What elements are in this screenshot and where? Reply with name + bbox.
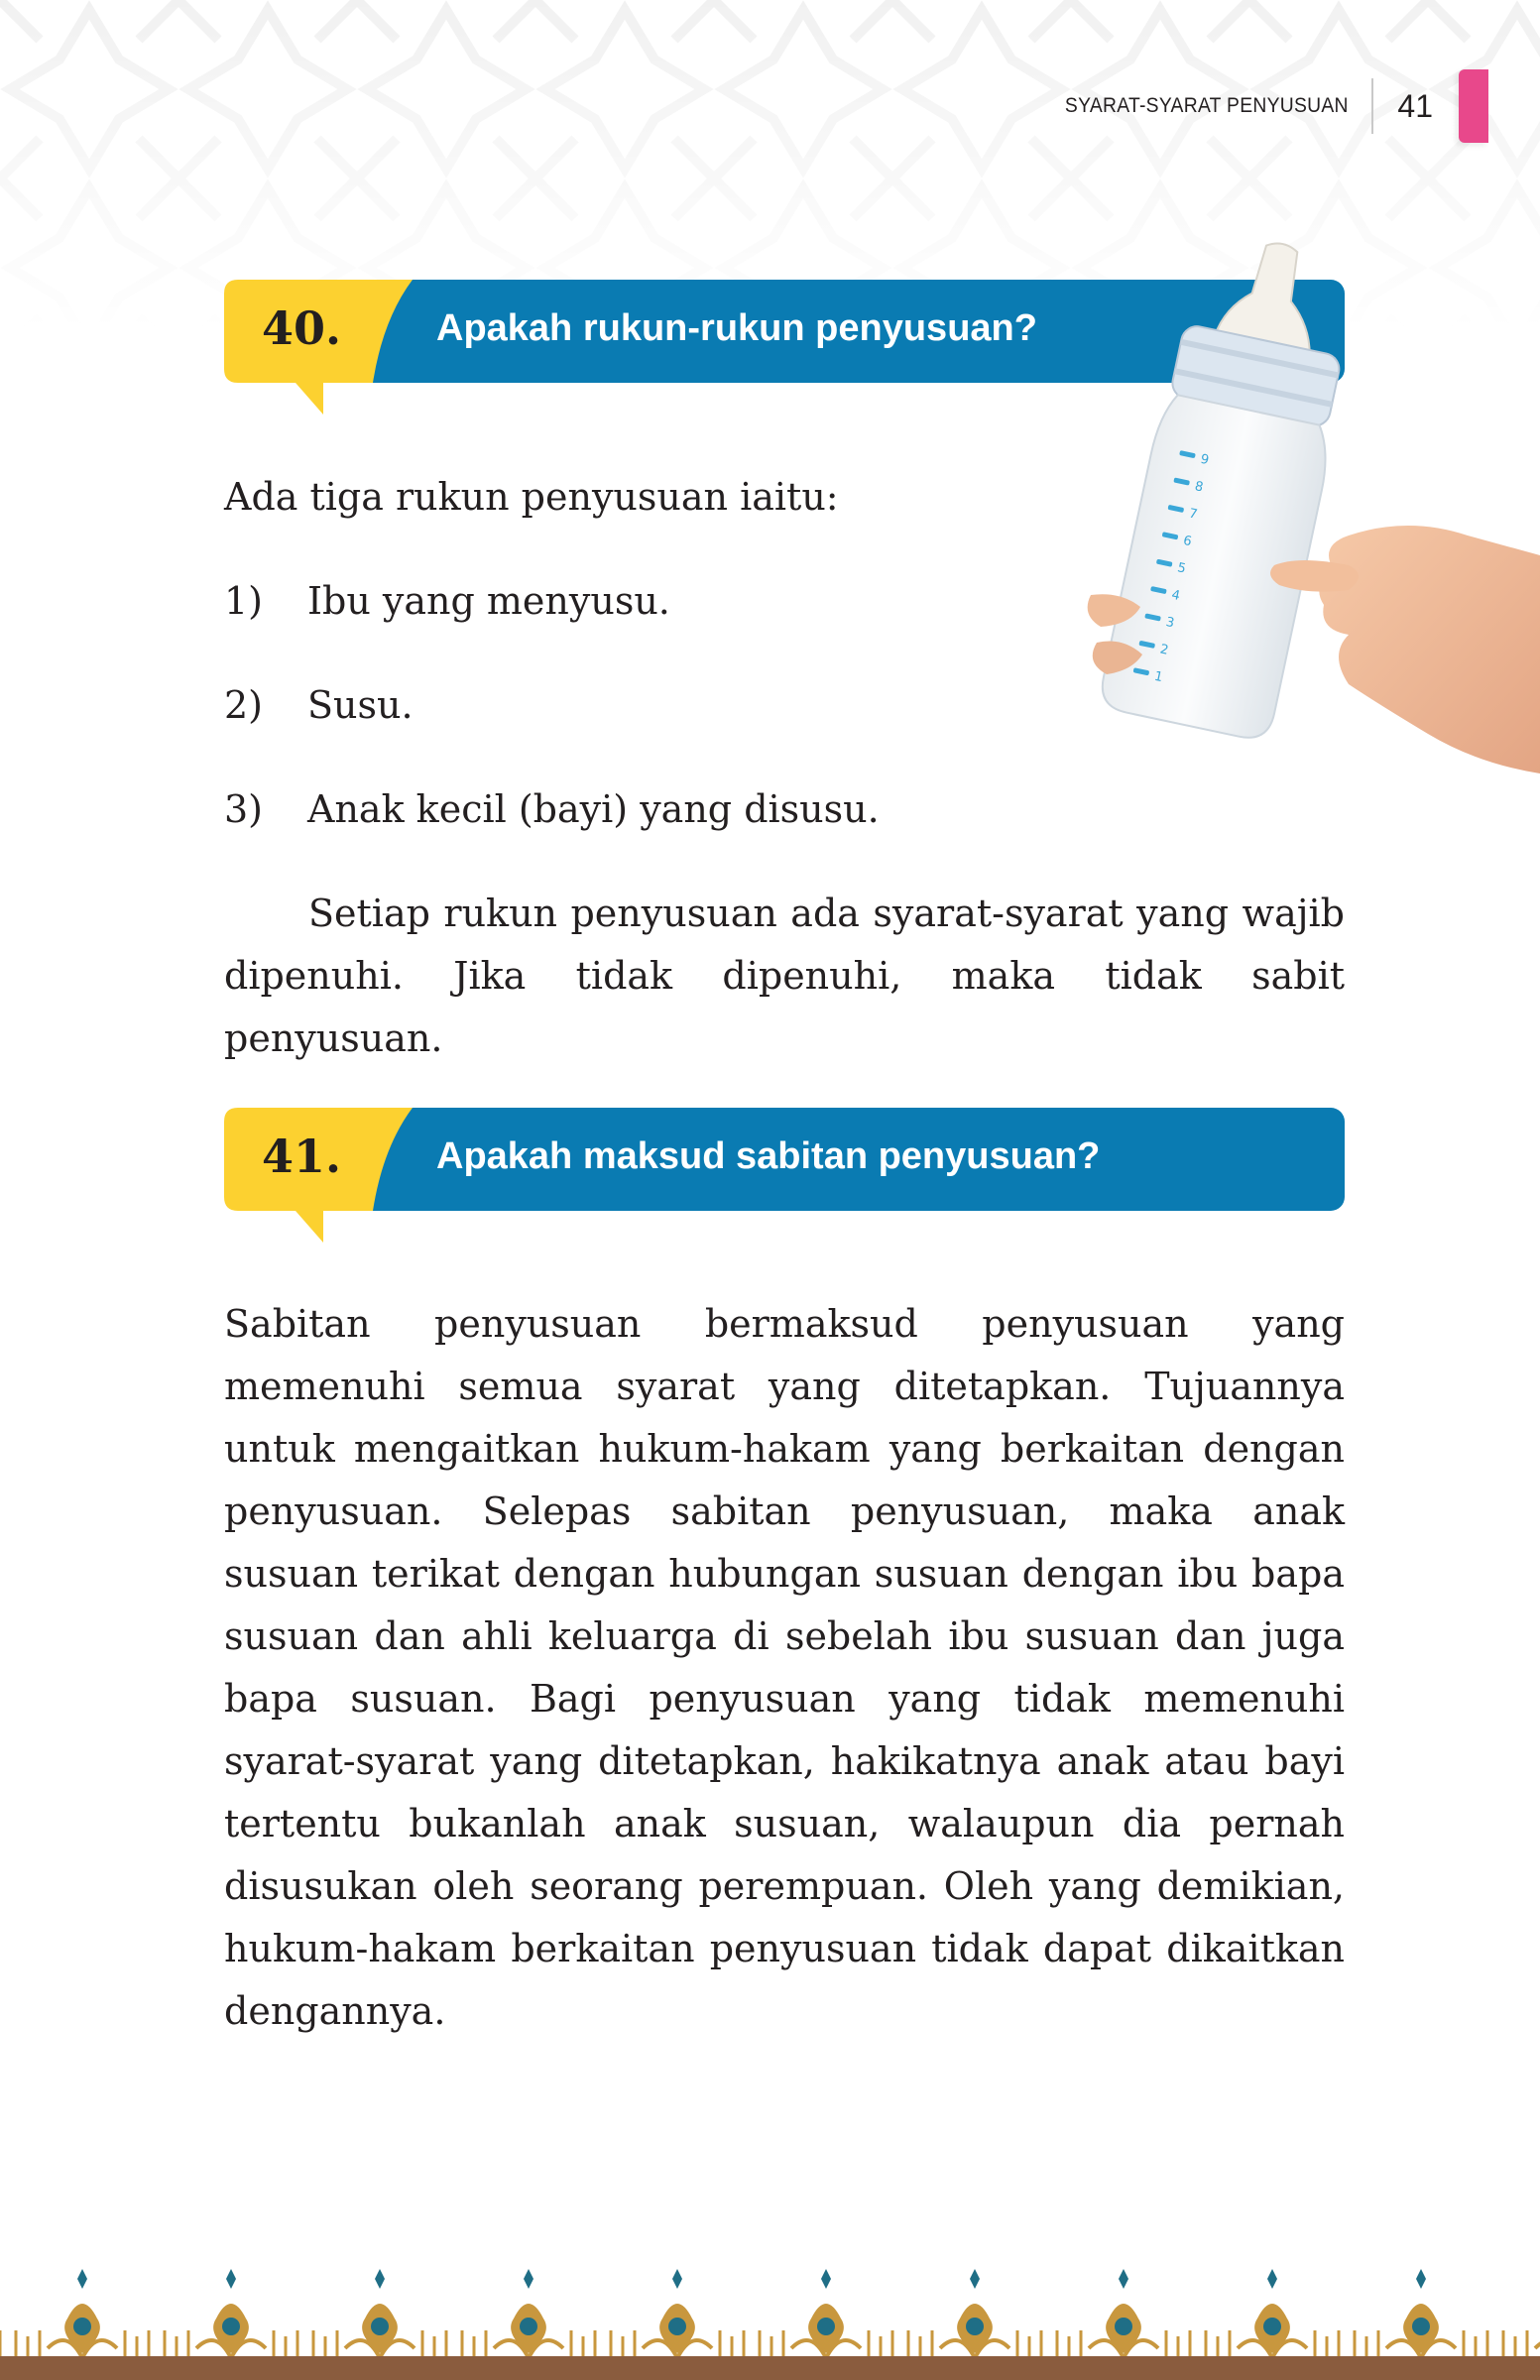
answer-paragraph: Setiap rukun penyusuan ada syarat-syarat yang wajib dipenuhi. Jika tidak dipenuhi, maka tidak sabit penyusuan. [224,892,1345,1060]
scale-mark-label: 6 [1181,533,1193,550]
answer-paragraph: Sabitan penyusuan bermaksud penyusuan yang memenuhi semua syarat yang ditetapkan. Tujuannya untuk mengaitkan hukum-hakam yang berkaitan dengan penyusuan. Selepas sabitan penyusuan, maka anak susuan terikat dengan hubungan susuan dengan ibu bapa susuan dan ahli keluarga di sebelah ibu susuan dan juga bapa susuan. Bagi penyusuan yang tidak memenuhi syarat-syarat yang ditetapkan, hakikatnya anak atau bayi tertentu bukanlah anak susuan, walaupun dia pernah disusukan oleh seorang perempuan. Oleh yang demikian, hukum-hakam berkaitan penyusuan tidak dapat dikaitkan dengannya. [224,1302,1345,2033]
scale-mark-label: 5 [1175,560,1188,577]
scale-mark-label: 2 [1158,642,1170,658]
scale-mark-label: 4 [1170,587,1182,605]
page-number: 41 [1397,87,1433,124]
scale-mark-label: 9 [1199,451,1211,469]
scale-mark-label: 8 [1193,479,1205,496]
scale-mark-label: 7 [1187,506,1199,523]
list-item-text: Anak kecil (bayi) yang disusu. [307,787,880,831]
question-title: Apakah rukun-rukun penyusuan? [436,307,1037,349]
baby-bottle-in-hand-icon [1051,238,1540,793]
running-head [1038,71,1540,141]
scale-mark-label: 3 [1164,615,1176,632]
section-title: SYARAT-SYARAT PENYUSUAN [1064,94,1349,117]
question-number: 40. [262,301,342,355]
scale-mark-label: 1 [1152,668,1164,686]
list-item-text: Susu. [307,683,414,727]
list-item-number: 2) [224,683,264,727]
question-number: 41. [262,1130,342,1183]
list-item-number: 1) [224,579,264,623]
chapter-tab [1459,69,1488,143]
question-41-banner [224,1108,1345,1211]
list-item-text: Ibu yang menyusu. [307,579,670,623]
answer-intro: Ada tiga rukun penyusuan iaitu: [224,475,839,519]
list-item-number: 3) [224,787,264,831]
answer-41 [224,1293,1345,2043]
ornamental-footer-border [0,2259,1540,2380]
question-title: Apakah maksud sabitan penyusuan? [436,1135,1101,1177]
